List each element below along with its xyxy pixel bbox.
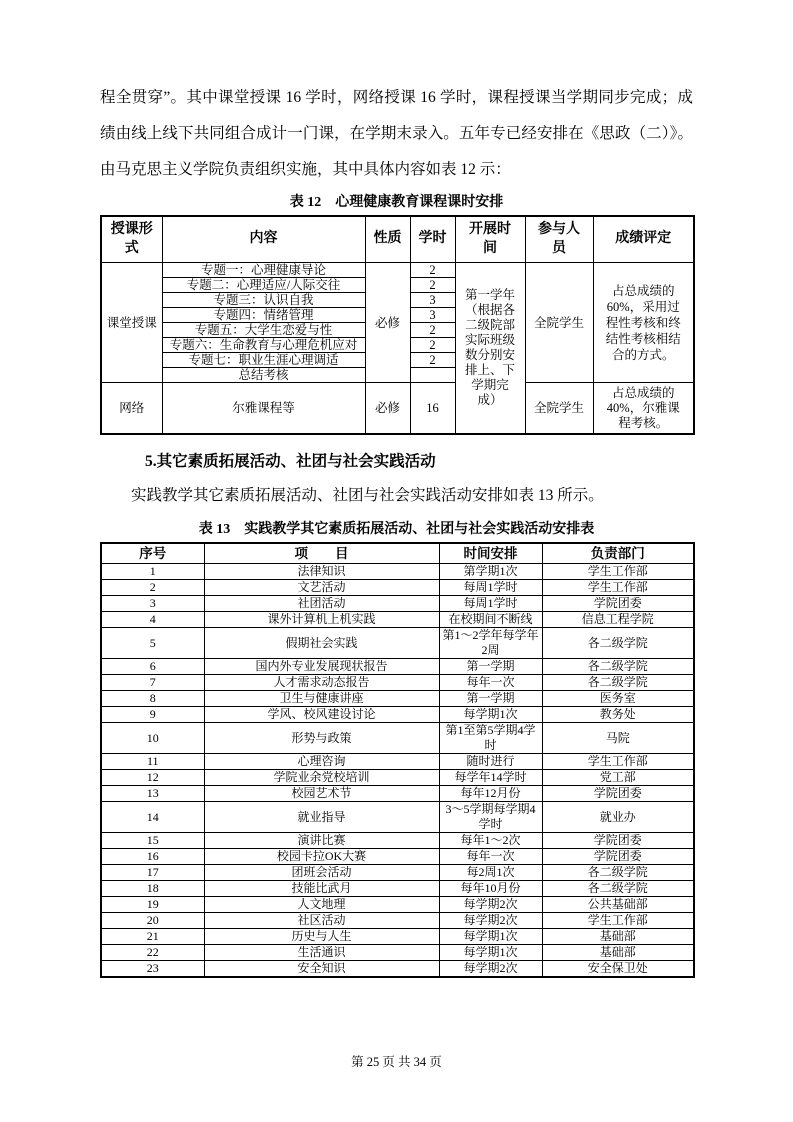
cell-item: 人文地理 xyxy=(204,897,439,913)
cell-schedule: 第一学年（根据各二级院部实际班级数分别安排上、下学期完成） xyxy=(455,263,525,435)
cell-time: 每年10月份 xyxy=(439,881,542,897)
cell-item: 学院业余党校培训 xyxy=(204,770,439,786)
cell-item: 技能比武月 xyxy=(204,881,439,897)
col-header-schedule: 开展时间 xyxy=(455,216,525,263)
cell-item: 演讲比赛 xyxy=(204,833,439,849)
cell-department: 学生工作部 xyxy=(542,913,694,929)
cell-item: 形势与政策 xyxy=(204,723,439,754)
cell-evaluation: 占总成绩的40%，尔雅课程考核。 xyxy=(593,383,694,435)
cell-form-online: 网络 xyxy=(101,383,162,435)
cell-index: 20 xyxy=(101,913,204,929)
cell-nature: 必修 xyxy=(365,383,410,435)
col-header-evaluation: 成绩评定 xyxy=(593,216,694,263)
section-heading: 5.其它素质拓展活动、社团与社会实践活动 xyxy=(145,453,436,470)
cell-department: 基础部 xyxy=(542,929,694,945)
table-row xyxy=(101,833,694,849)
cell-time: 第一学期 xyxy=(439,691,542,707)
cell-department: 各二级学院 xyxy=(542,675,694,691)
cell-index: 7 xyxy=(101,675,204,691)
cell-index: 2 xyxy=(101,580,204,596)
cell-item: 团班会活动 xyxy=(204,865,439,881)
cell-item: 法律知识 xyxy=(204,564,439,580)
cell-item: 人才需求动态报告 xyxy=(204,675,439,691)
cell-department: 学生工作部 xyxy=(542,564,694,580)
cell-time: 每学期2次 xyxy=(439,897,542,913)
cell-item: 社团活动 xyxy=(204,596,439,612)
cell-topic: 专题二：心理适应/人际交往 xyxy=(162,278,365,293)
table-row xyxy=(101,786,694,802)
cell-hours xyxy=(410,368,455,383)
table-row xyxy=(101,802,694,833)
cell-department: 各二级学院 xyxy=(542,628,694,659)
intro-paragraph: 程全贯穿”。其中课堂授课 16 学时，网络授课 16 学时，课程授课当学期同步完成；成绩由线上线下共同组合成计一门课，在学期末录入。五年专已经安排在《思政（二）》。由马克思主义学院负责组织实施，其中具体内容如表 12 示： xyxy=(100,89,693,178)
cell-index: 1 xyxy=(101,564,204,580)
col-header-department: 负责部门 xyxy=(542,543,694,564)
cell-time: 每学期1次 xyxy=(439,707,542,723)
cell-index: 8 xyxy=(101,691,204,707)
table-row xyxy=(101,628,694,659)
cell-index: 18 xyxy=(101,881,204,897)
cell-item: 就业指导 xyxy=(204,802,439,833)
cell-form-classroom: 课堂授课 xyxy=(101,263,162,383)
cell-time: 每学年14学时 xyxy=(439,770,542,786)
table13-caption: 表 13 实践教学其它素质拓展活动、社团与社会实践活动安排表 xyxy=(198,522,595,537)
table-row xyxy=(101,945,694,961)
cell-index: 13 xyxy=(101,786,204,802)
cell-topic: 专题三：认识自我 xyxy=(162,293,365,308)
cell-department: 学院团委 xyxy=(542,596,694,612)
cell-index: 21 xyxy=(101,929,204,945)
table-row xyxy=(101,897,694,913)
cell-index: 17 xyxy=(101,865,204,881)
cell-hours: 2 xyxy=(410,263,455,278)
table-header-row xyxy=(101,543,694,564)
col-header-hours: 学时 xyxy=(410,216,455,263)
cell-item: 社区活动 xyxy=(204,913,439,929)
table-row xyxy=(101,961,694,978)
table-row xyxy=(101,881,694,897)
cell-hours: 2 xyxy=(410,323,455,338)
cell-index: 19 xyxy=(101,897,204,913)
table12-caption: 表 12 心理健康教育课程课时安排 xyxy=(289,195,504,210)
cell-item: 课外计算机上机实践 xyxy=(204,612,439,628)
table-row xyxy=(101,849,694,865)
cell-department: 各二级学院 xyxy=(542,659,694,675)
cell-hours: 2 xyxy=(410,338,455,353)
cell-hours: 16 xyxy=(410,383,455,435)
table-row xyxy=(101,707,694,723)
cell-participants: 全院学生 xyxy=(525,263,593,383)
cell-time: 每学期1次 xyxy=(439,945,542,961)
table-row xyxy=(101,691,694,707)
cell-time: 每学期2次 xyxy=(439,961,542,978)
table-row xyxy=(101,770,694,786)
cell-index: 3 xyxy=(101,596,204,612)
cell-index: 5 xyxy=(101,628,204,659)
cell-index: 15 xyxy=(101,833,204,849)
table-row xyxy=(101,596,694,612)
cell-index: 22 xyxy=(101,945,204,961)
table-row xyxy=(101,580,694,596)
col-header-nature: 性质 xyxy=(365,216,410,263)
cell-time: 每学期2次 xyxy=(439,913,542,929)
cell-time: 随时进行 xyxy=(439,754,542,770)
cell-item: 文艺活动 xyxy=(204,580,439,596)
cell-item: 校园艺术节 xyxy=(204,786,439,802)
cell-hours: 2 xyxy=(410,353,455,368)
cell-topic: 专题六：生命教育与心理危机应对 xyxy=(162,338,365,353)
cell-department: 各二级学院 xyxy=(542,881,694,897)
cell-department: 马院 xyxy=(542,723,694,754)
cell-time: 第一学期 xyxy=(439,659,542,675)
cell-time: 每周1学时 xyxy=(439,580,542,596)
cell-participants: 全院学生 xyxy=(525,383,593,435)
cell-time: 在校期间不断线 xyxy=(439,612,542,628)
col-header-form: 授课形式 xyxy=(101,216,162,263)
table-row xyxy=(101,754,694,770)
col-header-content: 内容 xyxy=(162,216,365,263)
cell-department: 学生工作部 xyxy=(542,580,694,596)
cell-department: 学院团委 xyxy=(542,849,694,865)
col-header-participants: 参与人员 xyxy=(525,216,593,263)
cell-item: 心理咨询 xyxy=(204,754,439,770)
table-row xyxy=(101,675,694,691)
cell-index: 6 xyxy=(101,659,204,675)
table-row xyxy=(101,612,694,628)
cell-index: 4 xyxy=(101,612,204,628)
cell-item: 卫生与健康讲座 xyxy=(204,691,439,707)
cell-item: 生活通识 xyxy=(204,945,439,961)
cell-index: 9 xyxy=(101,707,204,723)
col-header-item: 项 目 xyxy=(204,543,439,564)
cell-item: 学风、校风建设讨论 xyxy=(204,707,439,723)
cell-department: 学院团委 xyxy=(542,786,694,802)
cell-index: 23 xyxy=(101,961,204,978)
cell-department: 学生工作部 xyxy=(542,754,694,770)
cell-topic: 专题七：职业生涯心理调适 xyxy=(162,353,365,368)
cell-hours: 3 xyxy=(410,308,455,323)
table-row xyxy=(101,913,694,929)
cell-department: 党工部 xyxy=(542,770,694,786)
cell-topic: 专题四：情绪管理 xyxy=(162,308,365,323)
cell-item: 历史与人生 xyxy=(204,929,439,945)
cell-department: 基础部 xyxy=(542,945,694,961)
cell-department: 各二级学院 xyxy=(542,865,694,881)
table-header-row xyxy=(101,216,694,263)
table-psych-course-hours xyxy=(100,215,695,435)
table-row xyxy=(101,383,694,435)
cell-topic: 尔雅课程等 xyxy=(162,383,365,435)
table-row xyxy=(101,865,694,881)
cell-topic: 总结考核 xyxy=(162,368,365,383)
cell-time: 第1～2学年每学年2周 xyxy=(439,628,542,659)
col-header-index: 序号 xyxy=(101,543,204,564)
cell-index: 10 xyxy=(101,723,204,754)
cell-time: 第1至第5学期4学时 xyxy=(439,723,542,754)
cell-item: 国内外专业发展现状报告 xyxy=(204,659,439,675)
table-row xyxy=(101,723,694,754)
cell-department: 公共基础部 xyxy=(542,897,694,913)
cell-index: 14 xyxy=(101,802,204,833)
page-number: 第 25 页 共 34 页 xyxy=(351,1055,442,1069)
cell-index: 12 xyxy=(101,770,204,786)
cell-nature: 必修 xyxy=(365,263,410,383)
col-header-time: 时间安排 xyxy=(439,543,542,564)
cell-topic: 专题五：大学生恋爱与性 xyxy=(162,323,365,338)
cell-index: 11 xyxy=(101,754,204,770)
cell-time: 第学期1次 xyxy=(439,564,542,580)
table-row xyxy=(101,263,694,278)
table-row xyxy=(101,929,694,945)
cell-time: 每学期1次 xyxy=(439,929,542,945)
cell-item: 安全知识 xyxy=(204,961,439,978)
cell-hours: 2 xyxy=(410,278,455,293)
cell-item: 假期社会实践 xyxy=(204,628,439,659)
cell-time: 每2周1次 xyxy=(439,865,542,881)
cell-department: 信息工程学院 xyxy=(542,612,694,628)
cell-department: 教务处 xyxy=(542,707,694,723)
cell-hours: 3 xyxy=(410,293,455,308)
cell-topic: 专题一：心理健康导论 xyxy=(162,263,365,278)
cell-department: 学院团委 xyxy=(542,833,694,849)
cell-time: 每年1～2次 xyxy=(439,833,542,849)
cell-time: 每年一次 xyxy=(439,675,542,691)
table-row xyxy=(101,659,694,675)
cell-department: 安全保卫处 xyxy=(542,961,694,978)
cell-time: 3～5学期每学期4学时 xyxy=(439,802,542,833)
cell-evaluation: 占总成绩的60%，采用过程性考核和终结性考核相结合的方式。 xyxy=(593,263,694,383)
cell-index: 16 xyxy=(101,849,204,865)
cell-time: 每年一次 xyxy=(439,849,542,865)
cell-time: 每周1学时 xyxy=(439,596,542,612)
cell-department: 就业办 xyxy=(542,802,694,833)
cell-department: 医务室 xyxy=(542,691,694,707)
table-row xyxy=(101,564,694,580)
cell-time: 每年12月份 xyxy=(439,786,542,802)
table-practice-activities xyxy=(100,542,695,978)
cell-item: 校园卡拉OK大赛 xyxy=(204,849,439,865)
section-paragraph: 实践教学其它素质拓展活动、社团与社会实践活动安排如表 13 所示。 xyxy=(131,487,604,504)
